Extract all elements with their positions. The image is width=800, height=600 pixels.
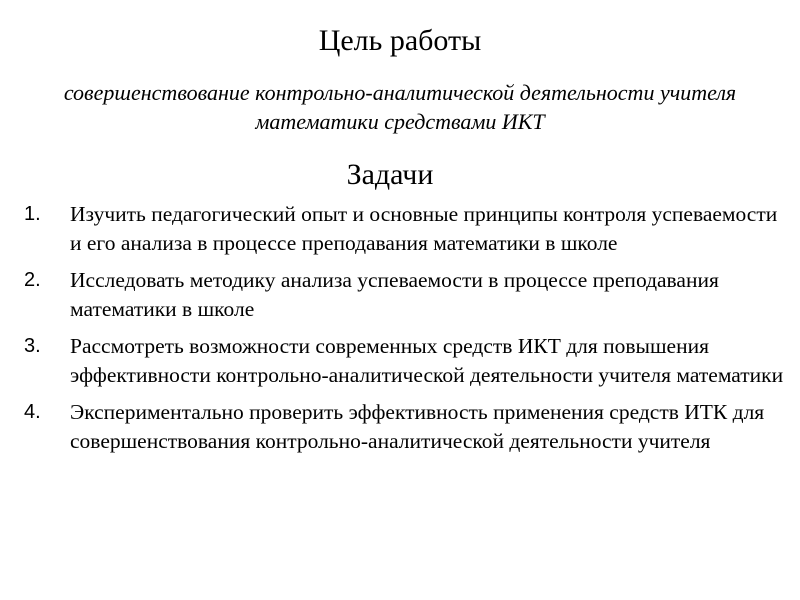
task-number: 1.: [24, 203, 41, 225]
task-number: 2.: [24, 269, 41, 291]
task-number: 3.: [24, 335, 41, 357]
task-text: Исследовать методику анализа успеваемости в процессе преподавания математики в школе: [70, 268, 719, 321]
task-item-2: [24, 266, 794, 324]
task-item-1: [24, 200, 794, 258]
task-text: Экспериментально проверить эффективность применения средств ИТК для совершенствования контрольно-аналитической деятельности учителя: [70, 400, 765, 453]
tasks-title: Задачи: [346, 158, 434, 191]
goal-title: Цель работы: [318, 24, 482, 57]
goal-text: совершенствование контрольно-аналитической деятельности учителя математики средствами ИКТ: [63, 80, 737, 134]
task-item-3: [24, 332, 794, 390]
tasks-list: [24, 200, 794, 464]
task-text: Изучить педагогический опыт и основные принципы контроля успеваемости и его анализа в процессе преподавания математики в школе: [70, 202, 778, 255]
task-item-4: [24, 398, 794, 456]
task-text: Рассмотреть возможности современных средств ИКТ для повышения эффективности контрольно-аналитической деятельности учителя математики: [70, 334, 784, 387]
task-number: 4.: [24, 401, 41, 423]
